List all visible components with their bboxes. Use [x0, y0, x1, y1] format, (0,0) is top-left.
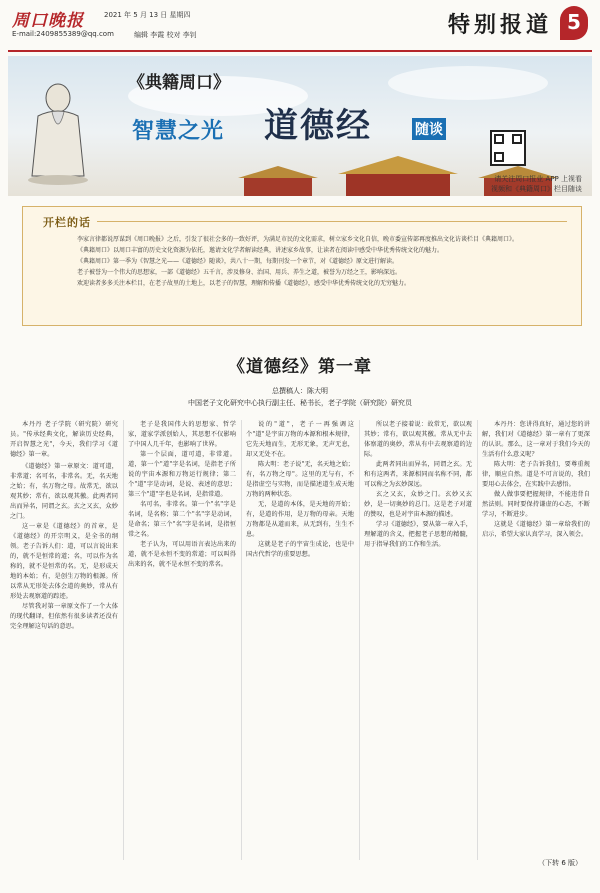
article-column-1 [10, 420, 118, 860]
section-title: 特别报道 [447, 13, 552, 38]
preface-paragraph: 李家言律都说厚谋到《周口晚报》之后，引发了很社会多的一致好评，为满足市民的文化需求，树立家乡文化自信，晚市委宣传部再度推出文化访谈栏目《典籍周口》。 [77, 236, 519, 243]
author-note: 中国老子文化研究中心执行副主任、秘书长，老子学院（研究院）研究员 [188, 399, 412, 407]
editors-line: 编辑 李霞 校对 李钊 [134, 31, 197, 39]
column-divider [477, 420, 478, 860]
article-column-5 [482, 420, 590, 860]
article-paragraph: 学习《道德经》，要从第一章入手，理解道的含义，把握老子思想的精髓，用于指导我们的工作和生活。 [364, 521, 472, 548]
column-divider [123, 420, 124, 860]
preface-paragraph: 《典籍周口》以周口丰富的历史文化资源为依托，邀请文化学者解读经典，讲述家乡故事，让读者在阅读中感受中华优秀传统文化的魅力。 [77, 247, 444, 254]
qr-caption [491, 174, 582, 194]
banner [8, 56, 592, 196]
article-paragraph: 老子是我国伟大的思想家、哲学家，道家学派创始人，其思想不仅影响了中国人几千年，也影响了世界。 [128, 421, 236, 448]
article-column-4 [364, 420, 472, 860]
qr-caption-line: 视频和《典籍周口》栏目随谈 [491, 185, 582, 193]
article-paragraph: 名可名，非常名。第一个"名"字是名词，是名称；第二个"名"字是动词，是命名；第三个"名"字是名词，是指恒常之名。 [128, 501, 236, 538]
top-rule [8, 50, 592, 52]
preface-paragraph: 《典籍周口》第一季为《智慧之光——《道德经》随谈》，共八十一期，每期刊发一个章节，对《道德经》原文进行解读。 [77, 258, 399, 265]
column-divider [241, 420, 242, 860]
article-paragraph: 陈大明：老子告诉我们，要尊重规律，顺应自然。道是不可言说的，我们要用心去体会，在实践中去感悟。 [482, 461, 590, 488]
continued-note: （下转 6 版） [538, 859, 582, 867]
article-paragraph: 玄之又玄，众妙之门。玄妙又玄妙，是一切奥妙的总门。这是老子对道的赞叹，也是对宇宙本源的描述。 [364, 491, 472, 518]
page-number-badge: 5 [560, 6, 588, 40]
qr-caption-line: 请关注周口报业 APP 上视看 [494, 175, 582, 183]
banner-title-wisdom: 智慧之光 [132, 119, 225, 144]
byline: 总撰稿人：陈大明 [272, 387, 328, 395]
laozi-figure-icon [18, 76, 98, 186]
article-paragraph: 此两者同出而异名，同谓之玄。无和有这两者，来源相同而名称不同，都可以称之为玄妙深远。 [364, 461, 472, 488]
article-paragraph: 第一个层面，道可道，非常道。道，第一个"道"字是名词，是指老子所说的宇宙本源和万物运行规律；第二个"道"字是动词，是说、表述的意思；第三个"道"字也是名词，是指常道。 [128, 451, 236, 498]
article-paragraph: 无，是道的本体，是天地的开始；有，是道的作用，是万物的母亲。天地万物都是从道而来，从无到有，生生不息。 [246, 501, 354, 538]
qr-code[interactable] [490, 130, 526, 166]
cloud-decoration [388, 66, 548, 100]
article-paragraph: 《道德经》第一章原文：道可道，非常道；名可名，非常名。无，名天地之始；有，名万物之母。故常无，欲以观其妙；常有，欲以观其徼。此两者同出而异名，同谓之玄。玄之又玄，众妙之门。 [10, 463, 118, 520]
article-paragraph: 说的"道"，老子一再强调这个"道"是宇宙万物的本源和根本规律，它先天地而生，无形无象，无声无息，却又无处不在。 [246, 421, 354, 458]
article-paragraph: 做人做事要把握规律，不能违背自然法则。同时要保持谦虚的心态，不断学习，不断进步。 [482, 491, 590, 518]
preface-title: 开栏的话 [43, 216, 91, 229]
issue-date: 2021 年 5 月 13 日 星期四 [104, 11, 191, 19]
article-paragraph: 老子认为，可以用语言表达出来的道，就不是永恒不变的常道；可以叫得出来的名，就不是永恒不变的常名。 [128, 541, 236, 568]
paper-logo: 周口晚报 [12, 11, 84, 31]
masthead [8, 4, 592, 48]
preface-body [65, 235, 565, 290]
preface-paragraph: 欢迎读者多多关注本栏目，在老子故里的土地上，以老子的智慧，理解和传播《道德经》，感受中华优秀传统文化的无穷魅力。 [77, 280, 411, 287]
article-paragraph: 本丹丹 老子学院（研究院）研究员。"传承经典文化，解读历史经典，开启智慧之光"，今天，我们学习《道德经》第一章。 [10, 421, 118, 458]
article-title: 《道德经》第一章 [228, 357, 372, 377]
column-divider [359, 420, 360, 860]
article-paragraph: 尽管我对第一章原文作了一个大体的现代翻译，但依然有很多读者还没有完全理解这句话的意思。 [10, 603, 118, 630]
email-line: E-mail:2409855389@qq.com [12, 30, 114, 38]
banner-title-daodejing: 道德经 [264, 106, 372, 146]
article-paragraph: 本丹丹：您讲得真好，通过您的讲解，我们对《道德经》第一章有了更深的认识。那么，这一章对于我们今天的生活有什么意义呢？ [482, 421, 590, 458]
article-paragraph: 陈大明：老子说"无，名天地之始；有，名万物之母"。这里的无与有，不是指虚空与实物，而是描述道生成天地万物的两种状态。 [246, 461, 354, 498]
article-paragraph: 这一章是《道德经》的首章，是《道德经》的开宗明义，是全书的纲领。老子告诉人们：道，可以言说出来的，就不是恒常的道；名，可以作为名称的，就不是恒常的名。无，是形成天地的本始；有，是创生万物的根源。所以常从无形处去体会道的奥妙，常从有形处去观察道的踪迹。 [10, 523, 118, 600]
banner-title-suitan: 随谈 [412, 118, 446, 140]
preface-box [22, 206, 582, 326]
article-column-3 [246, 420, 354, 860]
article-paragraph: 这就是老子的宇宙生成论，也是中国古代哲学的重要思想。 [246, 541, 354, 558]
banner-subtitle: 《典籍周口》 [128, 73, 230, 93]
article-paragraph: 所以老子接着说：故常无，欲以观其妙；常有，欲以观其徼。常从无中去体察道的奥妙，常从有中去观察道的边际。 [364, 421, 472, 458]
article-paragraph: 这就是《道德经》第一章给我们的启示，希望大家认真学习，深入领会。 [482, 521, 590, 538]
preface-divider [97, 221, 567, 222]
article-column-2 [128, 420, 236, 860]
preface-paragraph: 老子被誉为一个伟大的思想家，一部《道德经》五千言，涉及修身、治国、用兵、养生之道，被誉为万经之王，影响深远。 [77, 269, 402, 276]
